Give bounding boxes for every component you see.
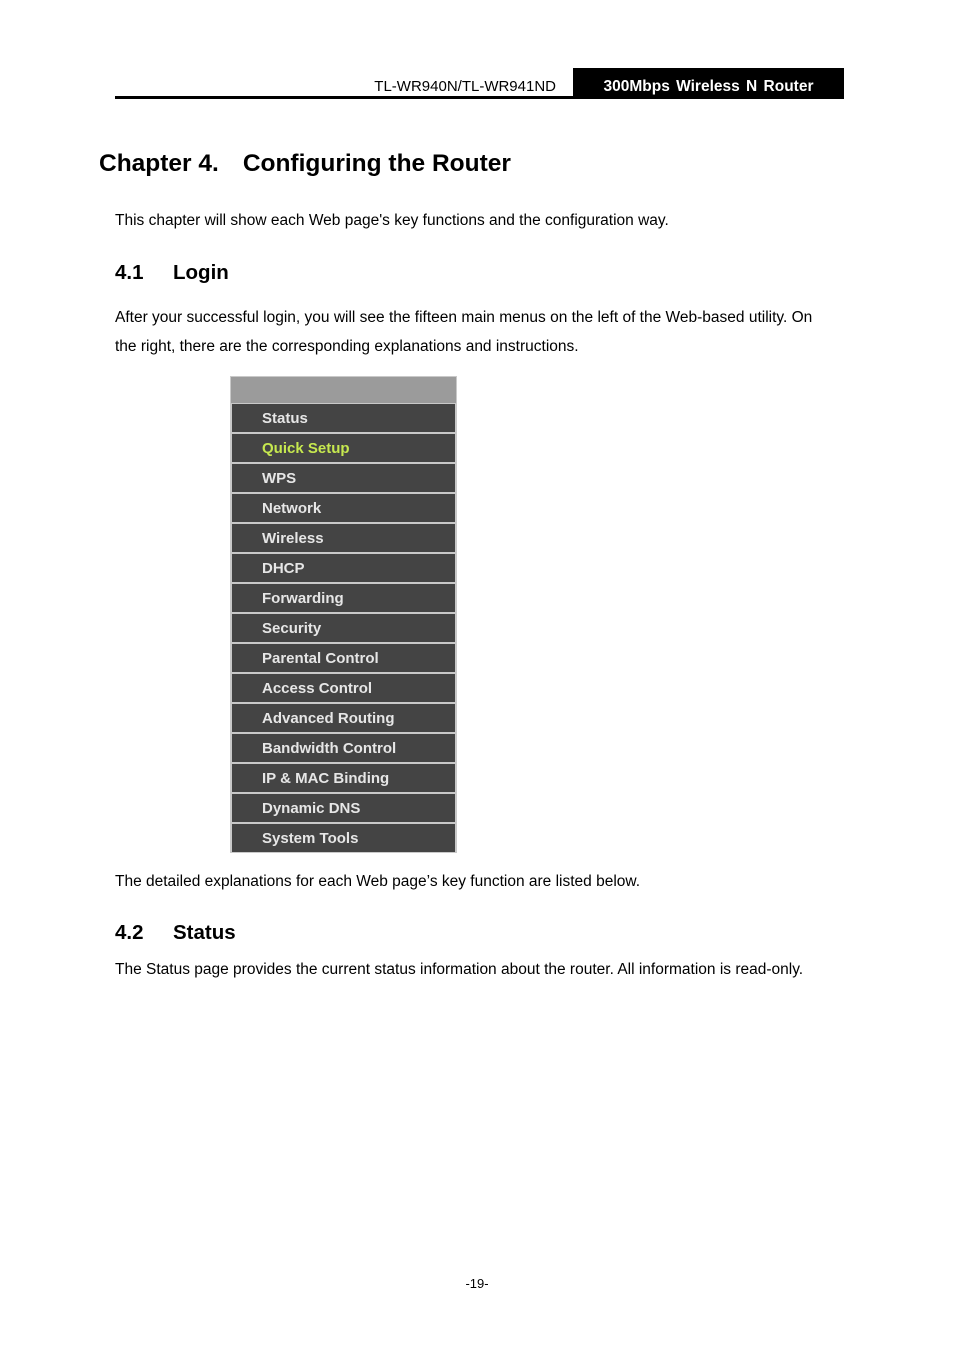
section-heading-status xyxy=(115,921,236,945)
chapter-title: Configuring the Router xyxy=(242,150,511,177)
menu-item-dhcp[interactable]: DHCP xyxy=(232,554,455,582)
menu-item-parental-control[interactable]: Parental Control xyxy=(232,644,455,672)
section-number: 4.1 xyxy=(115,261,144,284)
chapter-heading xyxy=(99,150,511,178)
menu-item-advanced-routing[interactable]: Advanced Routing xyxy=(232,704,455,732)
menu-item-security[interactable]: Security xyxy=(232,614,455,642)
menu-item-status[interactable]: Status xyxy=(232,404,455,432)
menu-top-bar xyxy=(231,377,456,403)
product-title-box: 300Mbps Wireless N Router xyxy=(573,68,844,99)
status-paragraph: The Status page provides the current status information about the router. All information is read-only. xyxy=(115,961,804,978)
section-number: 4.2 xyxy=(115,921,144,944)
menu-item-bandwidth-control[interactable]: Bandwidth Control xyxy=(232,734,455,762)
section-title: Login xyxy=(173,261,229,284)
page-number: -19- xyxy=(465,1276,489,1291)
section-heading-login xyxy=(115,261,229,285)
menu-item-quick-setup[interactable]: Quick Setup xyxy=(232,434,455,462)
menu-item-forwarding[interactable]: Forwarding xyxy=(232,584,455,612)
menu-item-wireless[interactable]: Wireless xyxy=(232,524,455,552)
menu-item-network[interactable]: Network xyxy=(232,494,455,522)
menu-caption-text: The detailed explanations for each Web page’s key function are listed below. xyxy=(115,873,641,890)
login-paragraph: After your successful login, you will see the fifteen main menus on the left of the Web-based utility. On the right, there are the corresponding explanations and instructions. xyxy=(115,309,813,355)
chapter-intro: This chapter will show each Web page's key functions and the configuration way. xyxy=(115,212,669,229)
menu-item-access-control[interactable]: Access Control xyxy=(232,674,455,702)
document-model-header: TL-WR940N/TL-WR941ND xyxy=(374,78,556,95)
header-rule xyxy=(115,96,844,99)
menu-list xyxy=(232,404,455,854)
section-title: Status xyxy=(173,921,236,944)
menu-item-system-tools[interactable]: System Tools xyxy=(232,824,455,852)
menu-item-wps[interactable]: WPS xyxy=(232,464,455,492)
router-main-menu xyxy=(230,376,457,853)
menu-item-dynamic-dns[interactable]: Dynamic DNS xyxy=(232,794,455,822)
menu-item-ip-and-mac-binding[interactable]: IP & MAC Binding xyxy=(232,764,455,792)
chapter-number: Chapter 4. xyxy=(99,150,219,177)
